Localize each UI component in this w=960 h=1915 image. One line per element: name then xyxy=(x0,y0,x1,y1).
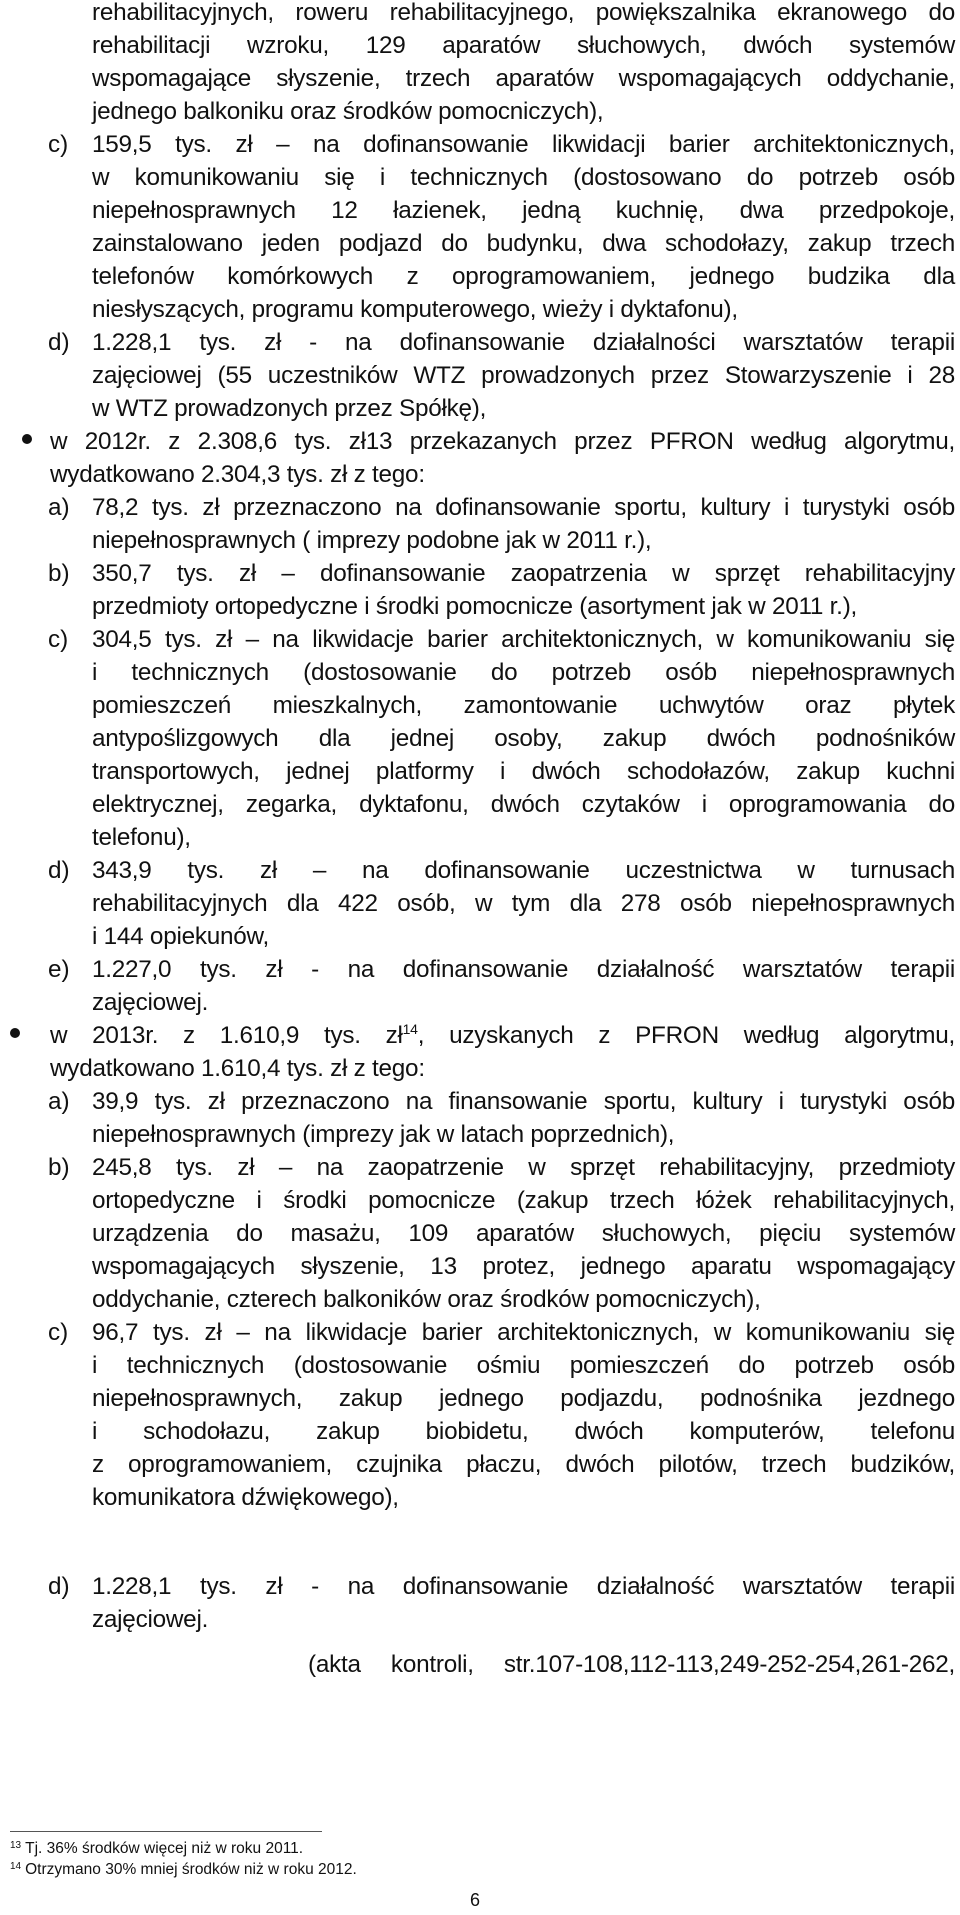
text-line: 245,8 tys. zł – na zaopatrzenie w sprzęt rehabilitacyjny, przedmioty xyxy=(92,1154,955,1181)
text-line: z oprogramowaniem, czujnika płaczu, dwóch pilotów, trzech budzików, xyxy=(92,1451,955,1478)
heading-text: , uzyskanych z PFRON według algorytmu, xyxy=(417,1022,955,1049)
section-heading-2012: w 2012r. z 2.308,6 tys. zł13 przekazanych przez PFRON według algorytmu, xyxy=(50,428,955,455)
text-line: w komunikowaniu się i technicznych (dostosowano do potrzeb osób xyxy=(92,164,955,191)
text-line: telefonów komórkowych z oprogramowaniem, jednego budzika dla xyxy=(92,263,955,290)
bullet-icon xyxy=(10,1028,20,1038)
heading-text: w 2013r. z 1.610,9 tys. zł xyxy=(50,1022,403,1049)
reference-note: (akta kontroli, str.107-108,112-113,249-252-254,261-262, xyxy=(308,1651,955,1678)
footnote-ref: 14 xyxy=(402,1021,418,1037)
text-line: antypoślizgowych dla jednej osoby, zakup dwóch podnośników xyxy=(92,725,955,752)
text-line: 350,7 tys. zł – dofinansowanie zaopatrzenia w sprzęt rehabilitacyjny xyxy=(92,560,955,587)
text-line: zajęciowej. xyxy=(92,989,209,1016)
text-line: niesłyszących, programu komputerowego, wieży i dyktafonu), xyxy=(92,296,738,323)
text-line: 343,9 tys. zł – na dofinansowanie uczestnictwa w turnusach xyxy=(92,857,955,884)
text-line: niepełnosprawnych ( imprezy podobne jak w 2011 r.), xyxy=(92,527,652,554)
text-line: 1.227,0 tys. zł - na dofinansowanie działalność warsztatów terapii xyxy=(92,956,955,983)
item-label: b) xyxy=(48,1154,70,1181)
page-number: 6 xyxy=(470,1890,481,1910)
item-label: e) xyxy=(48,956,70,983)
text-line: ortopedyczne i środki pomocnicze (zakup trzech łóżek rehabilitacyjnych, xyxy=(92,1187,955,1214)
text-line: 159,5 tys. zł – na dofinansowanie likwidacji barier architektonicznych, xyxy=(92,131,955,158)
text-line: 96,7 tys. zł – na likwidacje barier architektonicznych, w komunikowaniu się xyxy=(92,1319,955,1346)
text-line: zajęciowej (55 uczestników WTZ prowadzonych przez Stowarzyszenie i 28 xyxy=(92,362,955,389)
item-label: d) xyxy=(48,329,70,356)
footnote xyxy=(10,1860,357,1880)
item-label: d) xyxy=(48,857,70,884)
footnote xyxy=(10,1839,303,1859)
text-line: 1.228,1 tys. zł - na dofinansowanie działalność warsztatów terapii xyxy=(92,1573,955,1600)
text-line: i technicznych (dostosowanie do potrzeb osób niepełnosprawnych xyxy=(92,659,955,686)
footnote-separator xyxy=(10,1831,322,1832)
item-label: a) xyxy=(48,1088,70,1115)
text-line: 304,5 tys. zł – na likwidacje barier architektonicznych, w komunikowaniu się xyxy=(92,626,955,653)
item-label: d) xyxy=(48,1573,70,1600)
item-label: b) xyxy=(48,560,70,587)
text-line: elektrycznej, zegarka, dyktafonu, dwóch czytaków i oprogramowania do xyxy=(92,791,955,818)
footnote-text: Tj. 36% środków więcej niż w roku 2011. xyxy=(25,1840,304,1857)
text-line: niepełnosprawnych (imprezy jak w latach poprzednich), xyxy=(92,1121,675,1148)
item-label: a) xyxy=(48,494,70,521)
item-label: c) xyxy=(48,1319,69,1346)
text-line: 78,2 tys. zł przeznaczono na dofinansowanie sportu, kultury i turystyki osób xyxy=(92,494,955,521)
text-line: zajęciowej. xyxy=(92,1606,209,1633)
bullet-icon xyxy=(22,434,32,444)
text-line: i schodołazu, zakup biobidetu, dwóch komputerów, telefonu xyxy=(92,1418,955,1445)
text-line: telefonu), xyxy=(92,824,191,851)
text-line: komunikatora dźwiękowego), xyxy=(92,1484,399,1511)
section-heading-2013 xyxy=(50,1019,955,1052)
text-line: jednego balkoniku oraz środków pomocniczych), xyxy=(92,98,604,125)
text-line: transportowych, jednej platformy i dwóch schodołazów, zakup kuchni xyxy=(92,758,955,785)
text-line: wydatkowano 2.304,3 tys. zł z tego: xyxy=(50,461,425,488)
text-line: urządzenia do masażu, 109 aparatów słuchowych, pięciu systemów xyxy=(92,1220,955,1247)
text-line: wspomagających słyszenie, 13 protez, jednego aparatu wspomagający xyxy=(92,1253,955,1280)
footnote-mark: 13 xyxy=(10,1840,22,1851)
text-line: 1.228,1 tys. zł - na dofinansowanie działalności warsztatów terapii xyxy=(92,329,955,356)
item-label: c) xyxy=(48,626,69,653)
footnote-mark: 14 xyxy=(10,1861,22,1872)
text-line: pomieszczeń mieszkalnych, zamontowanie uchwytów oraz płytek xyxy=(92,692,955,719)
footnote-text: Otrzymano 30% mniej środków niż w roku 2012. xyxy=(25,1861,357,1878)
text-line: 39,9 tys. zł przeznaczono na finansowanie sportu, kultury i turystyki osób xyxy=(92,1088,955,1115)
text-line: i 144 opiekunów, xyxy=(92,923,270,950)
text-line: przedmioty ortopedyczne i środki pomocnicze (asortyment jak w 2011 r.), xyxy=(92,593,858,620)
text-line: niepełnosprawnych, zakup jednego podjazdu, podnośnika jezdnego xyxy=(92,1385,955,1412)
text-line: rehabilitacyjnych dla 422 osób, w tym dla 278 osób niepełnosprawnych xyxy=(92,890,955,917)
text-line: niepełnosprawnych 12 łazienek, jedną kuchnię, dwa przedpokoje, xyxy=(92,197,955,224)
text-line: rehabilitacyjnych, roweru rehabilitacyjnego, powiększalnika ekranowego do xyxy=(92,0,955,26)
text-line: oddychanie, czterech balkoników oraz środków pomocniczych), xyxy=(92,1286,761,1313)
text-line: zainstalowano jeden podjazd do budynku, dwa schodołazy, zakup trzech xyxy=(92,230,955,257)
text-line: wydatkowano 1.610,4 tys. zł z tego: xyxy=(50,1055,425,1082)
text-line: wspomagające słyszenie, trzech aparatów wspomagających oddychanie, xyxy=(92,65,955,92)
text-line: w WTZ prowadzonych przez Spółkę), xyxy=(92,395,487,422)
item-label: c) xyxy=(48,131,69,158)
text-line: rehabilitacji wzroku, 129 aparatów słuchowych, dwóch systemów xyxy=(92,32,955,59)
text-line: i technicznych (dostosowanie ośmiu pomieszczeń do potrzeb osób xyxy=(92,1352,955,1379)
